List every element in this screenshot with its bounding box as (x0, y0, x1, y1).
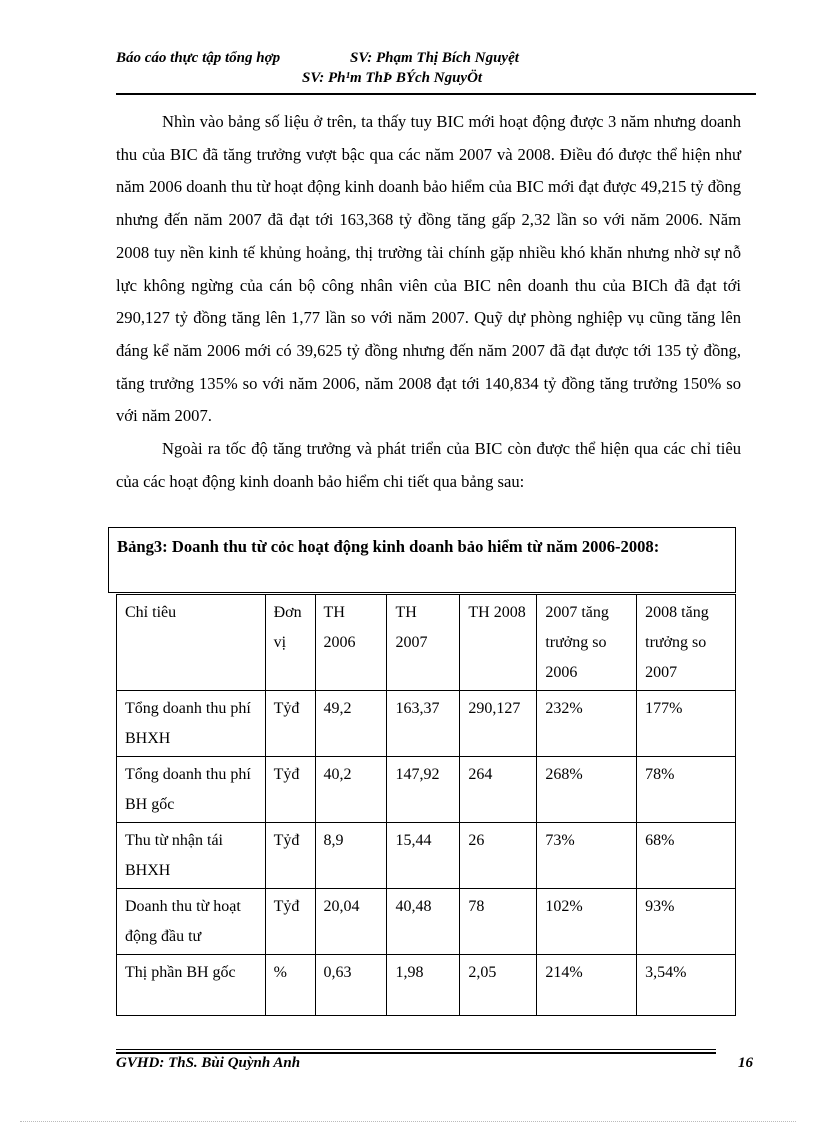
header-cell: Đơn vị (265, 595, 315, 691)
table-cell: 147,92 (387, 757, 460, 823)
table-cell: 2,05 (460, 955, 537, 1016)
table-row (117, 889, 736, 955)
table-cell: 78% (637, 757, 736, 823)
table-cell: Tỷđ (265, 889, 315, 955)
table-row (117, 691, 736, 757)
header-cell: TH 2008 (460, 595, 537, 691)
table-cell: 68% (637, 823, 736, 889)
table-cell: % (265, 955, 315, 1016)
table-row (117, 757, 736, 823)
header-cell: 2008 tăng trưởng so 2007 (637, 595, 736, 691)
page-header (116, 50, 756, 90)
table-cell: 8,9 (315, 823, 387, 889)
report-title: Báo cáo thực tập tổng hợp (116, 50, 281, 66)
table-cell: 214% (537, 955, 637, 1016)
table-cell: 264 (460, 757, 537, 823)
table-cell: 3,54% (637, 955, 736, 1016)
table-row (117, 955, 736, 1016)
table-cell: 20,04 (315, 889, 387, 955)
body-text (116, 106, 741, 498)
supervisor-name: GVHD: ThS. Bùi Quỳnh Anh (116, 1055, 301, 1071)
table-cell: Thị phần BH gốc (117, 955, 266, 1016)
table-cell: Tỷđ (265, 823, 315, 889)
student-name-garbled: SV: Ph¹m ThÞ BÝch NguyÖt (302, 70, 483, 86)
paragraph-2: Ngoài ra tốc độ tăng trưởng và phát triển của BIC còn được thể hiện qua các chỉ tiêu của các hoạt động kinh doanh bảo hiểm chi tiết qua bảng sau: (116, 439, 741, 491)
table-cell: 163,37 (387, 691, 460, 757)
table-cell: Tỷđ (265, 757, 315, 823)
table-cell: Tỷđ (265, 691, 315, 757)
header-cell: Chỉ tiêu (117, 595, 266, 691)
footer-rule-thick (116, 1052, 716, 1054)
footer-rule (116, 1049, 716, 1050)
table-cell: 40,2 (315, 757, 387, 823)
table-cell: 268% (537, 757, 637, 823)
table-cell: 177% (637, 691, 736, 757)
header-cell: TH 2007 (387, 595, 460, 691)
header-cell: 2007 tăng trưởng so 2006 (537, 595, 637, 691)
page-number: 16 (738, 1055, 753, 1071)
table-cell: 0,63 (315, 955, 387, 1016)
table-cell: 290,127 (460, 691, 537, 757)
table-cell: 232% (537, 691, 637, 757)
table-header-row (117, 595, 736, 691)
paragraph-1: Nhìn vào bảng số liệu ở trên, ta thấy tuy BIC mới hoạt động được 3 năm nhưng doanh thu của BIC đã tăng trưởng vượt bậc qua các năm 2007 và 2008. Điều đó được thể hiện như năm 2006 doanh thu từ hoạt động kinh doanh bảo hiểm của BIC mới đạt được 49,215 tỷ đồng nhưng đến năm 2007 đã đạt tới 163,368 tỷ đồng tăng gấp 2,32 lần so với năm 2006. Năm 2008 tuy nền kinh tế khủng hoảng, thị trường tài chính gặp nhiều khó khăn nhưng nhờ sự nỗ lực không ngừng của cán bộ công nhân viên của BIC nên doanh thu của BICh đã đạt tới 290,127 tỷ đồng tăng lên 1,77 lần so với năm 2007. Quỹ dự phòng nghiệp vụ cũng tăng lên đáng kể năm 2006 mới có 39,625 tỷ đồng nhưng đến năm 2007 đã đạt được tới 135 tỷ đồng, tăng trưởng 135% so với năm 2006, năm 2008 đạt tới 140,834 tỷ đồng tăng trưởng 150% so với năm 2007. (116, 112, 741, 426)
table-cell: 49,2 (315, 691, 387, 757)
revenue-table (116, 594, 736, 1016)
table-cell: Thu từ nhận tái BHXH (117, 823, 266, 889)
header-cell: TH 2006 (315, 595, 387, 691)
header-line-1 (116, 50, 756, 70)
table-cell: 93% (637, 889, 736, 955)
table-cell: Doanh thu từ hoạt động đầu tư (117, 889, 266, 955)
student-name: SV: Phạm Thị Bích Nguyệt (350, 50, 519, 66)
table-cell: 40,48 (387, 889, 460, 955)
table-cell: 102% (537, 889, 637, 955)
page-edge-divider (20, 1121, 796, 1122)
table-cell: Tổng doanh thu phí BHXH (117, 691, 266, 757)
table-cell: 1,98 (387, 955, 460, 1016)
table-cell: Tổng doanh thu phí BH gốc (117, 757, 266, 823)
table-cell: 78 (460, 889, 537, 955)
table-cell: 15,44 (387, 823, 460, 889)
header-rule (116, 93, 756, 95)
table-row (117, 823, 736, 889)
table-cell: 73% (537, 823, 637, 889)
table-caption: Bảng3: Doanh thu từ cỏc hoạt động kinh doanh bảo hiểm từ năm 2006-2008: (108, 527, 736, 593)
table-cell: 26 (460, 823, 537, 889)
